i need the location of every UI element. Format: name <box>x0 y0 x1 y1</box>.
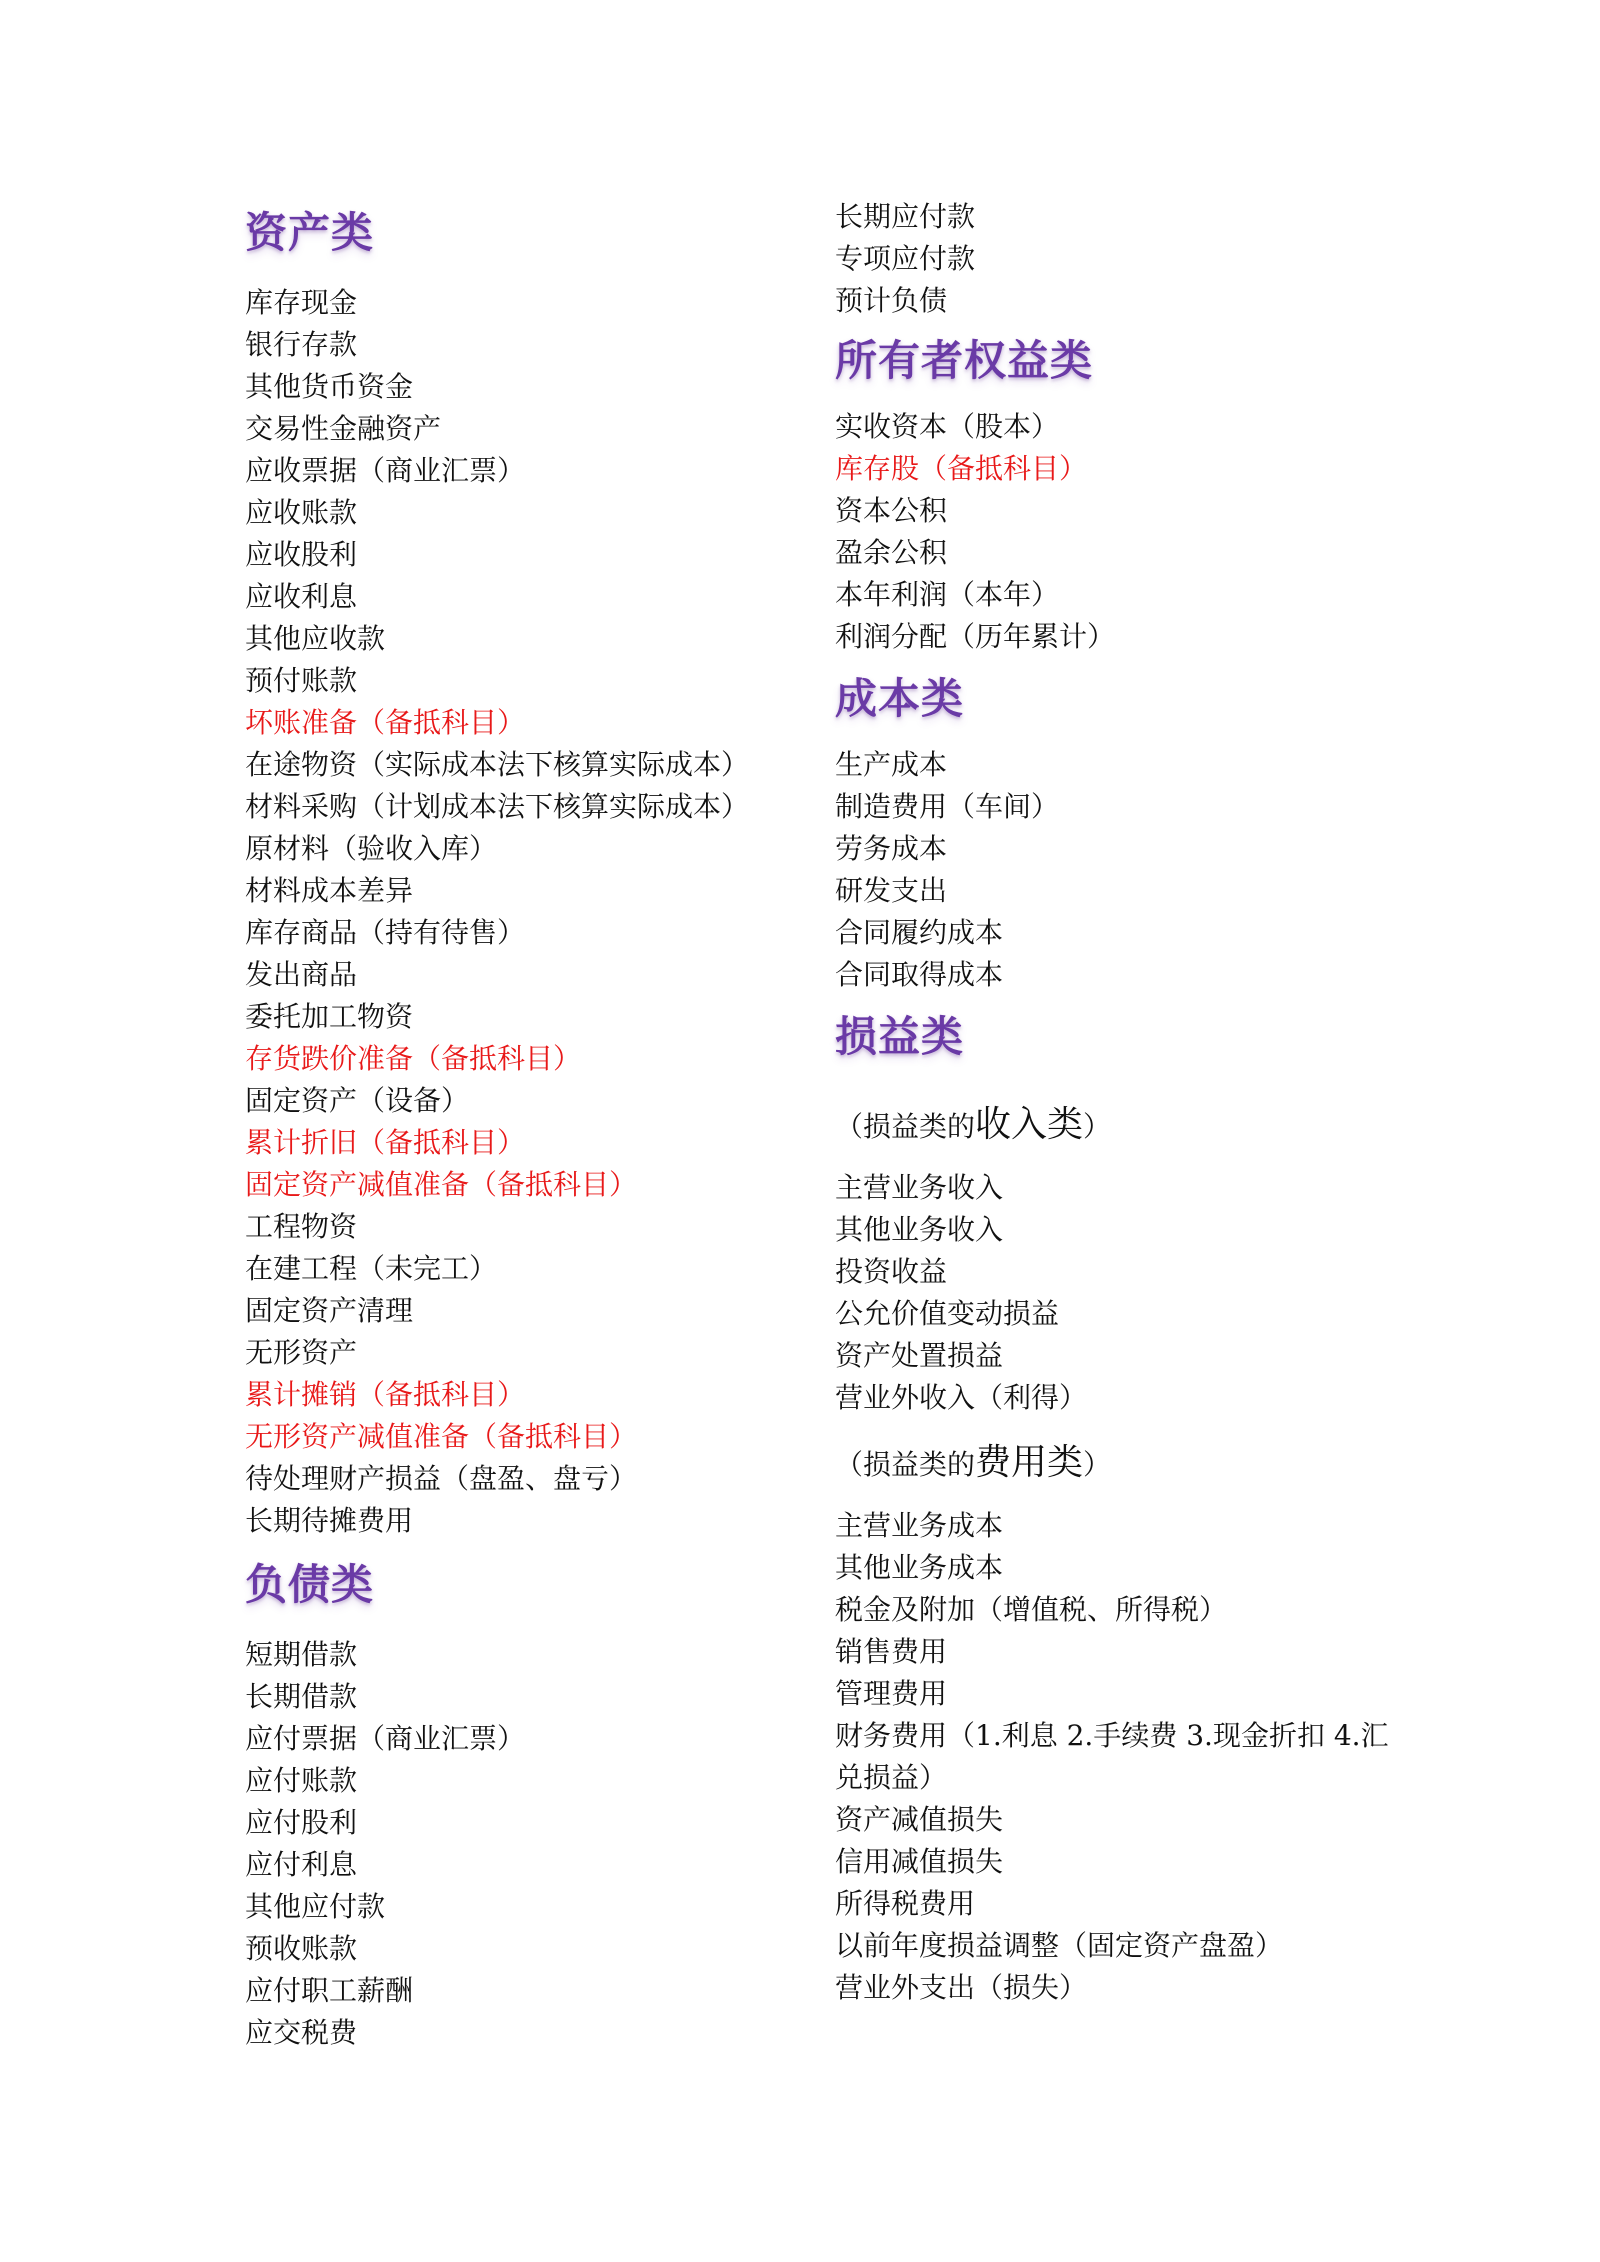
account-item: 应付利息 <box>245 1848 358 1881</box>
pnl-income-subheading <box>835 1100 1111 1152</box>
account-item: 交易性金融资产 <box>245 412 442 445</box>
account-item: 应付账款 <box>245 1764 358 1797</box>
contra-account-item: 存货跌价准备（备抵科目） <box>245 1042 582 1075</box>
account-item: 长期应付款 <box>835 200 976 233</box>
account-item: 应付股利 <box>245 1806 358 1839</box>
account-item: 利润分配（历年累计） <box>835 620 1116 653</box>
account-item: 工程物资 <box>245 1210 358 1243</box>
heading-liabilities: 负债类 <box>245 1560 375 1609</box>
income-sub-prefix: （损益类的 <box>835 1110 976 1143</box>
account-item: 主营业务收入 <box>835 1171 1004 1204</box>
account-item: 所得税费用 <box>835 1887 976 1920</box>
account-item: 发出商品 <box>245 958 358 991</box>
account-item: 无形资产 <box>245 1336 358 1369</box>
account-item: 投资收益 <box>835 1255 948 1288</box>
account-item: 营业外收入（利得） <box>835 1381 1088 1414</box>
account-item: 应收票据（商业汇票） <box>245 454 526 487</box>
account-item: 其他货币资金 <box>245 370 414 403</box>
contra-account-item: 累计摊销（备抵科目） <box>245 1378 526 1411</box>
income-sub-title: 收入类 <box>975 1104 1084 1145</box>
income-sub-suffix: ） <box>1083 1110 1112 1143</box>
expense-sub-title: 费用类 <box>975 1442 1084 1483</box>
account-item: 应付票据（商业汇票） <box>245 1722 526 1755</box>
contra-account-item: 库存股（备抵科目） <box>835 452 1088 485</box>
account-item: 预付账款 <box>245 664 358 697</box>
account-item: 应交税费 <box>245 2016 358 2049</box>
account-item: 固定资产清理 <box>245 1294 414 1327</box>
account-item: 营业外支出（损失） <box>835 1971 1088 2004</box>
account-item: 银行存款 <box>245 328 358 361</box>
account-item: 信用减值损失 <box>835 1845 1004 1878</box>
account-item: 固定资产（设备） <box>245 1084 470 1117</box>
heading-assets: 资产类 <box>245 208 375 257</box>
account-item: 应收账款 <box>245 496 358 529</box>
account-item: 库存现金 <box>245 286 358 319</box>
account-item: 库存商品（持有待售） <box>245 916 526 949</box>
account-item: 待处理财产损益（盘盈、盘亏） <box>245 1462 638 1495</box>
account-item: 长期借款 <box>245 1680 358 1713</box>
account-item: 其他业务成本 <box>835 1551 1004 1584</box>
heading-equity: 所有者权益类 <box>835 336 1094 385</box>
account-item: 研发支出 <box>835 874 948 907</box>
account-item: 合同取得成本 <box>835 958 1004 991</box>
pnl-expense-subheading <box>835 1438 1111 1490</box>
expense-sub-prefix: （损益类的 <box>835 1448 976 1481</box>
account-item: 公允价值变动损益 <box>835 1297 1060 1330</box>
contra-account-item: 累计折旧（备抵科目） <box>245 1126 526 1159</box>
account-item: 预收账款 <box>245 1932 358 1965</box>
account-item: 短期借款 <box>245 1638 358 1671</box>
account-item: 材料采购（计划成本法下核算实际成本） <box>245 790 750 823</box>
account-item: 财务费用（1.利息 2.手续费 3.现金折扣 4.汇兑损益） <box>835 1719 1389 1794</box>
account-item: 其他业务收入 <box>835 1213 1004 1246</box>
contra-account-item: 固定资产减值准备（备抵科目） <box>245 1168 638 1201</box>
account-item: 在建工程（未完工） <box>245 1252 498 1285</box>
account-item: 本年利润（本年） <box>835 578 1060 611</box>
account-item: 以前年度损益调整（固定资产盘盈） <box>835 1929 1284 1962</box>
income-account-list <box>835 1167 1087 1419</box>
account-item: 资产减值损失 <box>835 1803 1004 1836</box>
account-item: 制造费用（车间） <box>835 790 1060 823</box>
contra-account-item: 坏账准备（备抵科目） <box>245 706 526 739</box>
equity-account-list <box>835 406 1115 658</box>
account-item: 实收资本（股本） <box>835 410 1060 443</box>
account-item: 专项应付款 <box>835 242 976 275</box>
account-item: 其他应收款 <box>245 622 386 655</box>
account-item: 其他应付款 <box>245 1890 386 1923</box>
account-item: 委托加工物资 <box>245 1000 414 1033</box>
account-item: 盈余公积 <box>835 536 948 569</box>
contra-account-item: 无形资产减值准备（备抵科目） <box>245 1420 638 1453</box>
account-item: 应付职工薪酬 <box>245 1974 414 2007</box>
account-item: 生产成本 <box>835 748 948 781</box>
account-item: 主营业务成本 <box>835 1509 1004 1542</box>
account-item: 原材料（验收入库） <box>245 832 498 865</box>
account-item: 应收利息 <box>245 580 358 613</box>
expense-sub-suffix: ） <box>1083 1448 1112 1481</box>
expense-account-list <box>835 1505 1395 2009</box>
heading-pnl: 损益类 <box>835 1012 965 1061</box>
heading-cost: 成本类 <box>835 674 965 723</box>
cost-account-list <box>835 744 1059 996</box>
account-item: 资产处置损益 <box>835 1339 1004 1372</box>
account-item: 预计负债 <box>835 284 948 317</box>
liability-account-list <box>245 1634 525 2054</box>
account-item: 长期待摊费用 <box>245 1504 414 1537</box>
account-item: 管理费用 <box>835 1677 948 1710</box>
account-item: 资本公积 <box>835 494 948 527</box>
liability-continued-list <box>835 196 975 322</box>
account-item: 合同履约成本 <box>835 916 1004 949</box>
asset-account-list <box>245 282 749 1542</box>
account-item: 劳务成本 <box>835 832 948 865</box>
account-item: 应收股利 <box>245 538 358 571</box>
account-item: 在途物资（实际成本法下核算实际成本） <box>245 748 750 781</box>
account-item: 材料成本差异 <box>245 874 414 907</box>
account-item: 税金及附加（增值税、所得税） <box>835 1593 1228 1626</box>
account-item: 销售费用 <box>835 1635 948 1668</box>
